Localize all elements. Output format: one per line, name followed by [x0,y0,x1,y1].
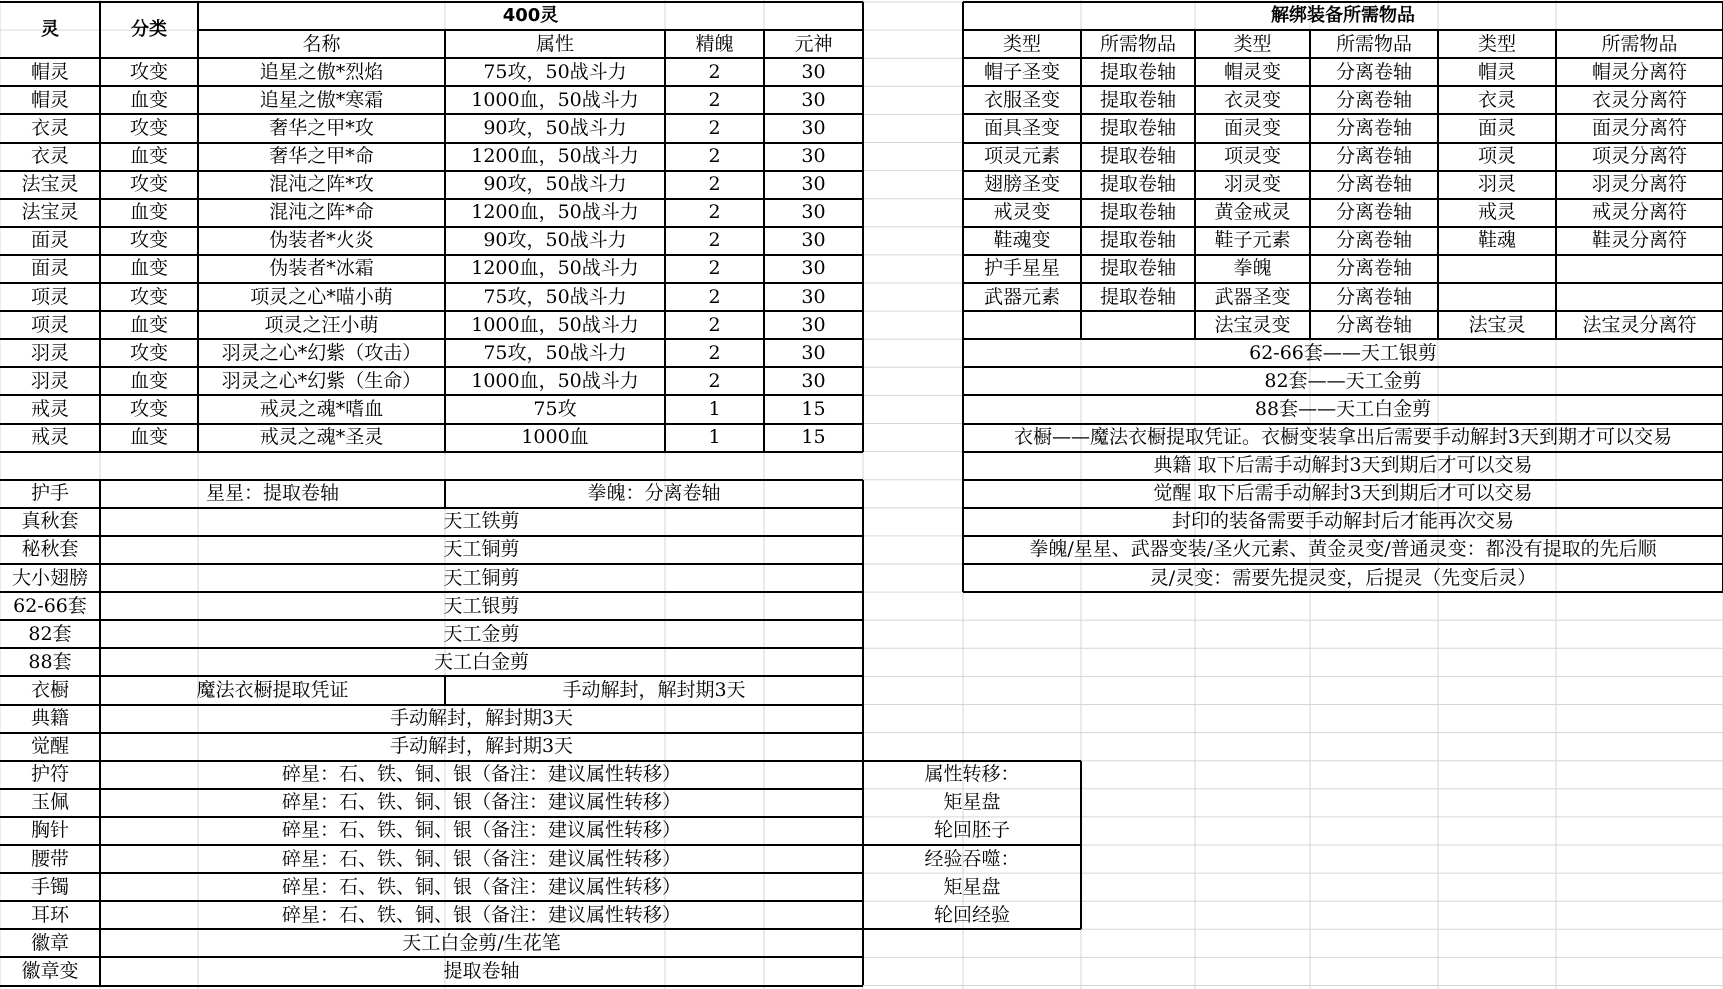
table-cell[interactable] [1556,283,1723,311]
row-label-cell[interactable]: 徽章变 [21,959,79,982]
border-line [0,423,863,425]
border-line [963,591,1723,593]
table-cell[interactable]: 项灵 [30,285,69,308]
side-box-cell[interactable]: 轮回经验 [933,903,1010,926]
table-cell[interactable]: 30 [801,173,826,196]
table-cell[interactable]: 提取卷轴 [443,959,520,982]
table-cell[interactable]: 2 [708,88,721,111]
header-cell[interactable]: 属性 [535,32,574,55]
table-cell[interactable]: 衣灵 [1477,88,1516,111]
left-table-title[interactable]: 400灵 [502,5,559,27]
border-line [963,226,1723,228]
table-cell[interactable]: 1000血，50战斗力 [471,369,639,392]
border-line [664,30,666,452]
table-cell[interactable]: 血变 [129,201,168,224]
table-cell[interactable]: 75攻，50战斗力 [483,341,627,364]
table-cell[interactable]: 30 [801,145,826,168]
table-cell[interactable]: 帽子圣变 [983,60,1060,83]
table-cell[interactable]: 戒灵之魂*嗜血 [259,397,384,420]
table-cell[interactable]: 戒灵 [30,397,69,420]
table-cell[interactable]: 2 [708,201,721,224]
table-cell[interactable]: 75攻，50战斗力 [483,60,627,83]
note-cell[interactable]: 衣橱——魔法衣橱提取凭证。衣橱变装拿出后需要手动解封3天到期才可以交易 [1013,426,1673,449]
table-cell[interactable] [1081,311,1195,339]
table-cell[interactable]: 面灵 [1477,116,1516,139]
header-cell[interactable]: 名称 [302,32,341,55]
header-cell[interactable]: 类型 [1002,32,1041,55]
table-cell[interactable]: 1 [708,426,721,449]
row-label-cell[interactable]: 耳环 [30,903,69,926]
table-cell[interactable]: 提取卷轴 [1099,285,1176,308]
border-line [963,85,1723,87]
border-line [963,535,1723,537]
table-cell[interactable]: 30 [801,116,826,139]
table-cell[interactable]: 项灵之心*喵小萌 [250,285,393,308]
border-line [1080,30,1082,339]
table-cell[interactable]: 天工铜剪 [443,538,520,561]
table-cell[interactable]: 武器元素 [983,285,1060,308]
row-label-cell[interactable]: 玉佩 [30,791,69,814]
border-line [963,394,1723,396]
table-cell[interactable]: 魔法衣橱提取凭证 [196,678,349,701]
border-line [0,844,863,846]
table-cell[interactable]: 分离卷轴 [1335,257,1412,280]
table-cell[interactable]: 提取卷轴 [1099,201,1176,224]
table-cell[interactable]: 鞋灵分离符 [1591,229,1687,252]
table-cell[interactable]: 分离卷轴 [1335,60,1412,83]
note-cell[interactable]: 封印的装备需要手动解封后才能再次交易 [1171,510,1514,533]
border-line [963,282,1723,284]
side-box-cell[interactable]: 矩星盘 [943,791,1001,814]
table-cell[interactable]: 戒灵 [30,426,69,449]
row-label-cell[interactable]: 大小翅膀 [11,566,88,589]
table-cell[interactable]: 提取卷轴 [1099,60,1176,83]
note-cell[interactable]: 典籍 取下后需手动解封3天到期后才可以交易 [1153,454,1533,477]
border-line [0,563,863,565]
border-line [963,1,1723,3]
table-cell[interactable]: 戒灵变 [993,201,1051,224]
table-cell[interactable]: 羽灵 [30,369,69,392]
table-cell[interactable]: 手动解封，解封期3天 [389,735,574,758]
table-cell[interactable]: 分离卷轴 [1335,229,1412,252]
border-line [444,676,446,704]
row-label-cell[interactable]: 腰带 [30,847,69,870]
border-line [963,451,1723,453]
table-cell[interactable]: 提取卷轴 [1099,229,1176,252]
table-cell[interactable]: 分离卷轴 [1335,88,1412,111]
table-cell[interactable]: 法宝灵分离符 [1582,313,1697,336]
table-cell[interactable]: 翅膀圣变 [983,173,1060,196]
table-cell[interactable]: 分离卷轴 [1335,285,1412,308]
table-cell[interactable]: 2 [708,145,721,168]
table-cell[interactable] [1556,255,1723,283]
border-line [0,1,863,3]
border-line [963,29,1723,31]
row-label-cell[interactable]: 秘秋套 [21,538,79,561]
border-line [0,732,863,734]
table-cell[interactable]: 项灵变 [1223,145,1281,168]
table-cell[interactable]: 75攻 [533,397,577,420]
border-line [0,451,863,453]
border-line [0,675,863,677]
border-line [863,928,1081,930]
table-cell[interactable]: 30 [801,341,826,364]
table-cell[interactable] [963,311,1081,339]
table-cell[interactable]: 血变 [129,426,168,449]
table-cell[interactable]: 天工金剪 [443,622,520,645]
border-line [963,254,1723,256]
table-cell[interactable]: 血变 [129,313,168,336]
table-cell[interactable]: 面灵变 [1223,116,1281,139]
table-cell[interactable]: 衣灵变 [1223,88,1281,111]
note-cell[interactable]: 62-66套——天工银剪 [1249,341,1437,364]
table-cell[interactable]: 羽灵之心*幻紫（生命） [221,369,422,392]
border-line [0,985,863,987]
table-cell[interactable]: 攻变 [129,341,168,364]
table-cell[interactable]: 手动解封，解封期3天 [389,707,574,730]
border-line [963,366,1723,368]
table-cell[interactable]: 衣灵 [30,145,69,168]
table-cell[interactable]: 提取卷轴 [1099,173,1176,196]
table-cell[interactable]: 30 [801,229,826,252]
table-cell[interactable]: 衣灵分离符 [1591,88,1687,111]
table-cell[interactable]: 15 [801,397,826,420]
table-cell[interactable]: 30 [801,285,826,308]
table-cell[interactable]: 天工铁剪 [443,510,520,533]
table-cell[interactable]: 提取卷轴 [1099,145,1176,168]
table-cell[interactable]: 分离卷轴 [1335,173,1412,196]
border-line [963,142,1723,144]
table-cell[interactable]: 分离卷轴 [1335,313,1412,336]
table-cell[interactable]: 伪装者*火炎 [269,229,374,252]
table-cell[interactable]: 1200血，50战斗力 [471,145,639,168]
table-cell[interactable]: 2 [708,341,721,364]
table-cell[interactable]: 分离卷轴 [1335,201,1412,224]
table-cell[interactable] [1438,283,1556,311]
right-table-title[interactable]: 解绑装备所需物品 [1271,5,1415,27]
border-line [1309,30,1311,339]
border-line [0,85,863,87]
table-cell[interactable]: 1200血，50战斗力 [471,257,639,280]
row-label-cell[interactable]: 徽章 [30,931,69,954]
table-cell[interactable]: 帽灵 [30,60,69,83]
table-cell[interactable]: 2 [708,173,721,196]
table-cell[interactable]: 法宝灵 [1468,313,1526,336]
row-label-cell[interactable]: 护手 [30,482,69,505]
table-cell[interactable]: 提取卷轴 [1099,88,1176,111]
table-cell[interactable]: 帽灵分离符 [1591,60,1687,83]
table-cell[interactable]: 项灵之汪小萌 [264,313,379,336]
border-line [1555,30,1557,339]
table-cell[interactable]: 攻变 [129,229,168,252]
header-cell[interactable]: 元神 [794,32,833,55]
header-cell[interactable]: 所需物品 [1601,32,1678,55]
border-line [963,198,1723,200]
table-cell[interactable]: 项灵 [1477,145,1516,168]
border-line [963,113,1723,115]
border-line [0,816,863,818]
table-cell[interactable]: 15 [801,426,826,449]
note-cell[interactable]: 拳魄/星星、武器变装/圣火元素、黄金灵变/普通灵变：都没有提取的先后顺 [1029,538,1657,561]
border-line [0,535,863,537]
row-label-cell[interactable]: 典籍 [30,707,69,730]
border-line [0,704,863,706]
border-line [963,338,1723,340]
border-line [0,760,863,762]
side-box-cell[interactable]: 轮回胚子 [933,819,1010,842]
header-cell[interactable]: 所需物品 [1099,32,1176,55]
table-cell[interactable]: 血变 [129,257,168,280]
table-cell[interactable]: 75攻，50战斗力 [483,285,627,308]
border-line [0,226,863,228]
row-label-cell[interactable]: 82套 [28,622,72,645]
border-line [963,479,1723,481]
border-line [0,142,863,144]
row-label-cell[interactable]: 衣橱 [30,678,69,701]
table-cell[interactable]: 天工铜剪 [443,566,520,589]
table-cell[interactable]: 攻变 [129,397,168,420]
table-cell[interactable]: 羽灵变 [1223,173,1281,196]
side-box-cell[interactable]: 经验吞噬： [924,847,1020,870]
table-cell[interactable]: 天工银剪 [443,594,520,617]
border-line [763,30,765,452]
table-cell[interactable]: 戒灵 [1477,201,1516,224]
table-cell[interactable]: 项灵分离符 [1591,145,1687,168]
border-line [0,647,863,649]
table-cell[interactable]: 面灵 [30,229,69,252]
table-cell[interactable]: 2 [708,60,721,83]
table-cell[interactable]: 鞋子元素 [1214,229,1291,252]
table-cell[interactable]: 30 [801,257,826,280]
table-cell[interactable]: 奢华之甲*命 [269,145,374,168]
table-cell[interactable]: 伪装者*冰霜 [269,257,374,280]
table-cell[interactable]: 黄金戒灵 [1214,201,1291,224]
border-line [0,591,863,593]
table-cell[interactable]: 2 [708,257,721,280]
table-cell[interactable]: 羽灵分离符 [1591,173,1687,196]
border-line [0,113,863,115]
border-line [963,170,1723,172]
border-line [1080,761,1082,930]
table-cell[interactable]: 面具圣变 [983,116,1060,139]
table-cell[interactable]: 手动解封，解封期3天 [562,678,746,701]
table-cell[interactable]: 武器圣变 [1214,285,1291,308]
border-line [99,2,101,452]
table-cell[interactable]: 攻变 [129,60,168,83]
table-cell[interactable]: 面灵分离符 [1591,116,1687,139]
note-cell[interactable]: 灵/灵变：需要先提灵变，后提灵（先变后灵） [1149,566,1537,589]
table-cell[interactable]: 提取卷轴 [1099,257,1176,280]
border-line [0,507,863,509]
border-line [863,844,1081,846]
border-line [1194,30,1196,339]
table-cell[interactable]: 星星：提取卷轴 [205,482,339,505]
border-line [863,760,1081,762]
row-label-cell[interactable]: 觉醒 [30,735,69,758]
table-cell[interactable]: 法宝灵 [21,173,79,196]
row-label-cell[interactable]: 62-66套 [13,594,87,617]
table-cell[interactable]: 羽灵 [1477,173,1516,196]
table-cell[interactable]: 血变 [129,369,168,392]
border-line [963,57,1723,59]
table-cell[interactable]: 2 [708,116,721,139]
border-line [444,480,446,508]
header-cell[interactable]: 类型 [1233,32,1272,55]
table-cell[interactable]: 碎星：石、铁、铜、银（备注：建议属性转移） [281,847,681,870]
border-line [0,57,863,59]
table-cell[interactable]: 30 [801,369,826,392]
border-line [962,2,964,592]
table-cell[interactable]: 攻变 [129,285,168,308]
border-line [0,282,863,284]
table-cell[interactable]: 法宝灵变 [1214,313,1291,336]
table-cell[interactable]: 分离卷轴 [1335,116,1412,139]
table-cell[interactable]: 追星之傲*烈焰 [259,60,384,83]
table-cell[interactable]: 天工白金剪/生花笔 [402,931,561,954]
header-cell[interactable]: 精魄 [695,32,734,55]
row-label-cell[interactable]: 88套 [28,650,72,673]
row-label-cell[interactable]: 真秋套 [21,510,79,533]
table-cell[interactable]: 追星之傲*寒霜 [259,88,384,111]
header-cell-category[interactable]: 分类 [131,19,167,41]
table-cell[interactable]: 分离卷轴 [1335,145,1412,168]
table-cell[interactable]: 面灵 [30,257,69,280]
table-cell[interactable]: 鞋魂 [1477,229,1516,252]
table-cell[interactable]: 1000血，50战斗力 [471,313,639,336]
border-line [1437,30,1439,339]
table-cell[interactable]: 护手星星 [983,257,1060,280]
border-line [0,338,863,340]
table-cell[interactable]: 法宝灵 [21,201,79,224]
border-line [0,254,863,256]
table-cell[interactable]: 碎星：石、铁、铜、银（备注：建议属性转移） [281,875,681,898]
table-cell[interactable]: 羽灵之心*幻紫（攻击） [221,341,422,364]
table-cell[interactable]: 衣灵 [30,116,69,139]
border-line [963,423,1723,425]
border-line [0,170,863,172]
table-cell[interactable]: 碎星：石、铁、铜、银（备注：建议属性转移） [281,819,681,842]
border-line [99,480,101,986]
border-line [0,619,863,621]
header-cell[interactable]: 类型 [1477,32,1516,55]
table-cell[interactable]: 1000血，50战斗力 [471,88,639,111]
table-cell[interactable]: 项灵 [30,313,69,336]
table-cell[interactable]: 90攻，50战斗力 [483,229,627,252]
header-cell[interactable]: 所需物品 [1335,32,1412,55]
border-line [444,30,446,452]
table-cell[interactable]: 衣服圣变 [983,88,1060,111]
border-line [963,563,1723,565]
border-line [0,198,863,200]
table-cell[interactable]: 戒灵分离符 [1591,201,1687,224]
border-line [0,956,863,958]
table-cell[interactable]: 攻变 [129,116,168,139]
border-line [862,480,864,986]
table-cell[interactable]: 提取卷轴 [1099,116,1176,139]
table-cell[interactable]: 拳魄 [1233,257,1272,280]
table-cell[interactable]: 奢华之甲*攻 [269,116,374,139]
table-cell[interactable]: 血变 [129,145,168,168]
table-cell[interactable]: 羽灵 [30,341,69,364]
table-cell[interactable]: 鞋魂变 [993,229,1051,252]
table-cell[interactable]: 2 [708,229,721,252]
table-cell[interactable]: 30 [801,313,826,336]
table-cell[interactable]: 1200血，50战斗力 [471,201,639,224]
table-cell[interactable]: 2 [708,285,721,308]
border-line [0,310,863,312]
side-box-cell[interactable]: 矩星盘 [943,875,1001,898]
note-cell[interactable]: 觉醒 取下后需手动解封3天到期后才可以交易 [1153,482,1533,505]
table-cell[interactable]: 2 [708,369,721,392]
table-cell[interactable]: 90攻，50战斗力 [483,173,627,196]
header-cell-ling[interactable]: 灵 [41,19,59,41]
border-line [0,872,863,874]
table-cell[interactable]: 帽灵变 [1223,60,1281,83]
table-cell[interactable]: 1000血 [521,426,589,449]
row-label-cell[interactable]: 手镯 [30,875,69,898]
table-cell[interactable]: 碎星：石、铁、铜、银（备注：建议属性转移） [281,763,681,786]
table-cell[interactable]: 帽灵 [30,88,69,111]
table-cell[interactable]: 混沌之阵*命 [269,201,374,224]
table-cell[interactable]: 30 [801,201,826,224]
table-cell[interactable] [1438,255,1556,283]
border-line [0,479,863,481]
side-box-cell[interactable]: 属性转移： [924,763,1020,786]
border-line [963,507,1723,509]
row-label-cell[interactable]: 护符 [30,763,69,786]
table-cell[interactable]: 攻变 [129,173,168,196]
row-label-cell[interactable]: 胸针 [30,819,69,842]
border-line [0,394,863,396]
table-cell[interactable]: 碎星：石、铁、铜、银（备注：建议属性转移） [281,903,681,926]
table-cell[interactable]: 帽灵 [1477,60,1516,83]
note-cell[interactable]: 82套——天工金剪 [1264,369,1422,392]
table-cell[interactable]: 30 [801,60,826,83]
table-cell[interactable]: 30 [801,88,826,111]
table-cell[interactable]: 戒灵之魂*圣灵 [259,426,384,449]
table-cell[interactable]: 拳魄：分离卷轴 [587,482,721,505]
table-cell[interactable]: 90攻，50战斗力 [483,116,627,139]
table-cell[interactable]: 血变 [129,88,168,111]
border-line [0,788,863,790]
table-cell[interactable]: 项灵元素 [983,145,1060,168]
border-line [197,2,199,452]
border-line [0,928,863,930]
table-cell[interactable]: 2 [708,313,721,336]
border-line [0,900,863,902]
table-cell[interactable]: 混沌之阵*攻 [269,173,374,196]
note-cell[interactable]: 88套——天工白金剪 [1254,397,1432,420]
border-line [0,366,863,368]
table-cell[interactable]: 1 [708,397,721,420]
border-line [862,2,864,452]
table-cell[interactable]: 天工白金剪 [433,650,529,673]
table-cell[interactable]: 碎星：石、铁、铜、银（备注：建议属性转移） [281,791,681,814]
border-line [963,310,1723,312]
